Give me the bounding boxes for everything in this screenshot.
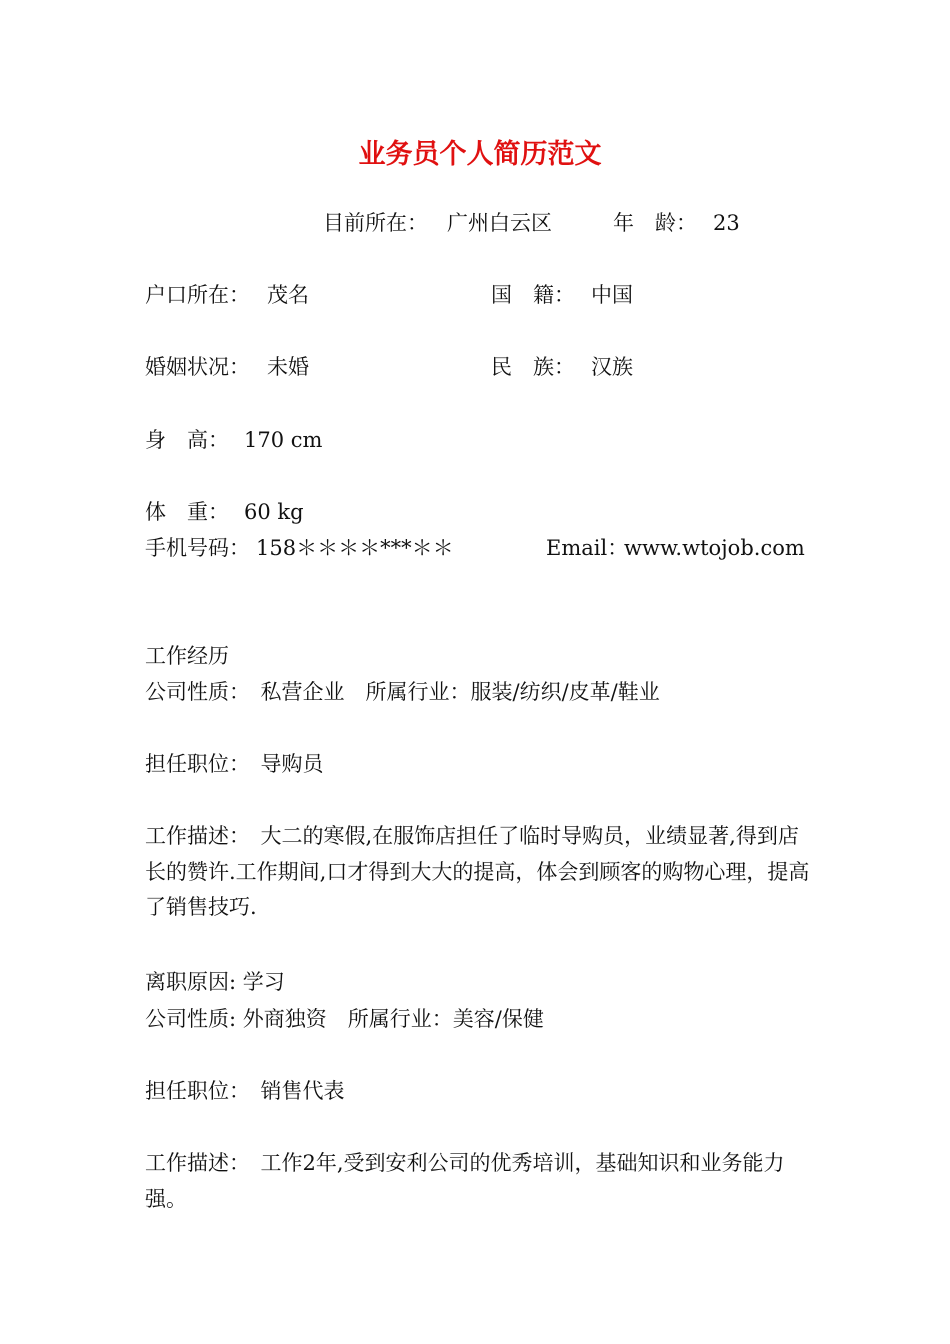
nationality-value: 中国	[591, 283, 633, 307]
nationality-label: 国 籍：	[491, 283, 575, 307]
work-heading: 工作经历	[145, 644, 229, 668]
marital-label: 婚姻状况：	[145, 355, 250, 379]
height-label: 身 高：	[145, 428, 229, 452]
phone-label: 手机号码：	[145, 536, 250, 560]
age-label: 年 龄：	[613, 211, 697, 235]
job2-company-type: 公司性质: 外商独资 所属行业：美容/保健	[145, 1007, 544, 1031]
marital-value: 未婚	[267, 355, 309, 379]
phone-value: 158＊＊＊＊***＊＊	[256, 536, 454, 560]
job1-leave-reason: 离职原因: 学习	[145, 970, 285, 994]
ethnicity-label: 民 族：	[491, 355, 575, 379]
hukou-value: 茂名	[267, 283, 309, 307]
ethnicity-value: 汉族	[591, 355, 633, 379]
job2-description: 工作描述： 工作2年,受到安利公司的优秀培训，基础知识和业务能力强。	[145, 1151, 785, 1211]
weight-label: 体 重：	[145, 500, 229, 524]
location-value: 广州白云区	[447, 211, 552, 235]
weight-value: 60 kg	[244, 500, 304, 524]
email-label: Email：	[546, 536, 629, 560]
age-value: 23	[713, 211, 740, 235]
height-value: 170 cm	[244, 428, 323, 452]
hukou-label: 户口所在：	[145, 283, 250, 307]
page-title: 业务员个人简历范文	[358, 139, 602, 170]
location-label: 目前所在：	[323, 211, 428, 235]
job1-position: 担任职位： 导购员	[145, 752, 324, 776]
email-value: www.wtojob.com	[624, 536, 805, 560]
job1-company-type: 公司性质： 私营企业 所属行业：服装/纺织/皮革/鞋业	[145, 680, 660, 704]
job2-position: 担任职位： 销售代表	[145, 1079, 345, 1103]
job1-description: 工作描述： 大二的寒假,在服饰店担任了临时导购员，业绩显著,得到店长的赞许.工作期间,口才得到大大的提高，体会到顾客的购物心理，提高了销售技巧.	[145, 824, 810, 919]
